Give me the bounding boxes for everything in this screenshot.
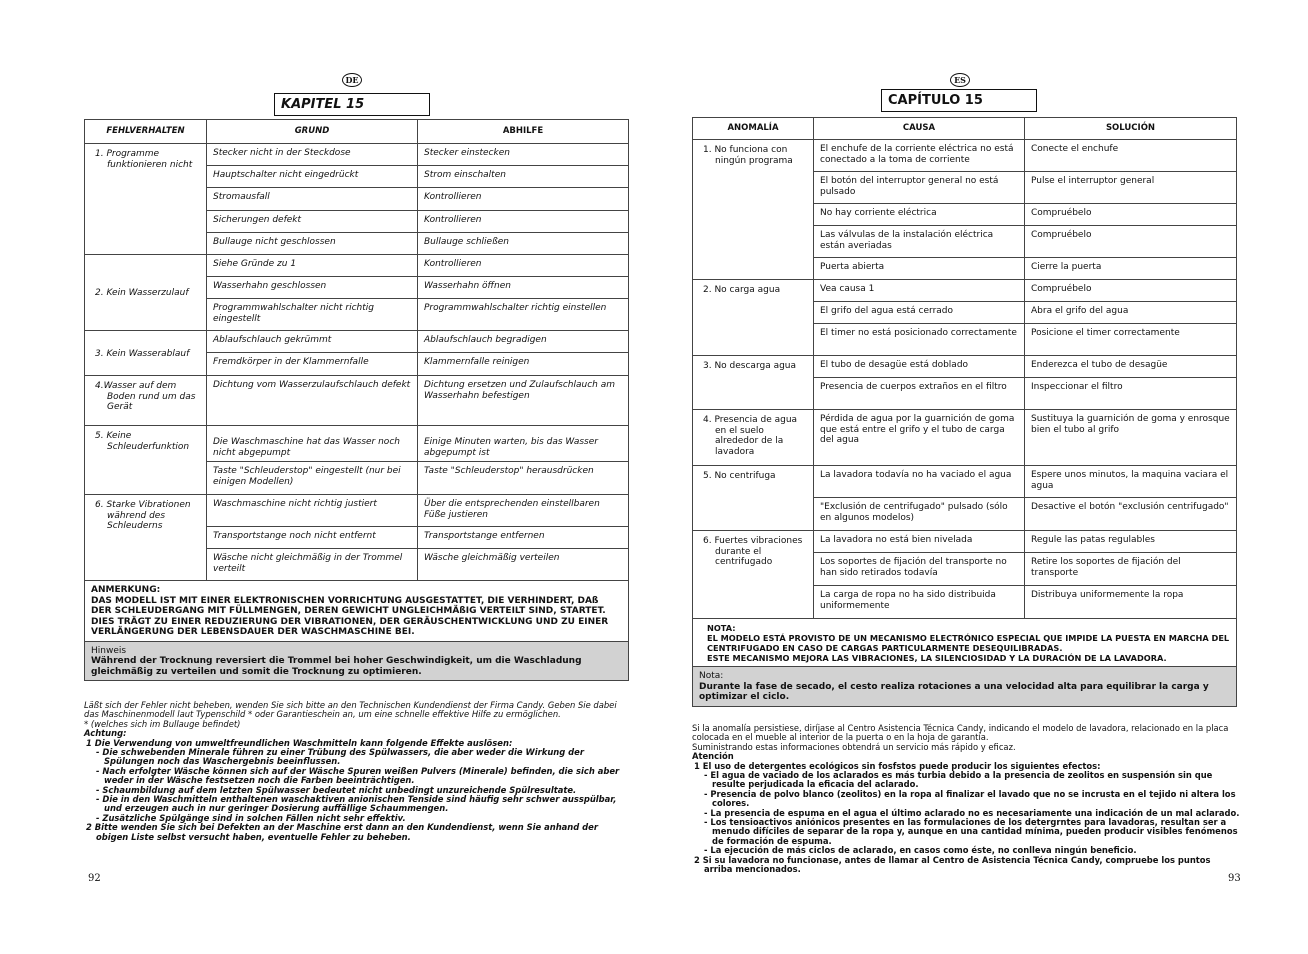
- note-row: [693, 619, 1237, 667]
- fault-cell: 5. No centrifuga: [693, 466, 814, 531]
- cause-cell: Vea causa 1: [814, 280, 1025, 302]
- remedy-cell: Strom einschalten: [418, 166, 629, 188]
- cause-cell: El enchufe de la corriente eléctrica no está conectado a la toma de corriente: [814, 140, 1025, 172]
- header-cause: GRUND: [207, 120, 418, 144]
- fault-cell: 4. Presencia de agua en el suelo alrededor de la lavadora: [693, 410, 814, 466]
- note-title: NOTA:: [707, 623, 736, 633]
- hint-title: Nota:: [699, 671, 724, 681]
- fault-cell: 1. No funciona con ningún programa: [693, 140, 814, 280]
- page-number-de: 92: [88, 873, 101, 884]
- remedy-cell: Bullauge schließen: [418, 233, 629, 255]
- fault-cell: 6. Fuertes vibraciones durante el centrifugado: [693, 531, 814, 619]
- note-text: EL MODELO ESTÁ PROVISTO DE UN MECANISMO ELECTRÓNICO ESPECIAL QUE IMPIDE LA PUESTA EN MARCHA DEL CENTRIFUGADO EN CASO DE CARGAS PARTICULARMENTE DESEQUILIBRADAS.: [707, 633, 1230, 653]
- footer-subitem: - La presencia de espuma en el agua el último aclarado no es necesariamente una indicación de un mal aclarado.: [704, 807, 1240, 818]
- remedy-cell: Desactive el botón "exclusión centrifugado": [1025, 498, 1237, 531]
- remedy-cell: Klammernfalle reinigen: [418, 353, 629, 376]
- remedy-cell: Pulse el interruptor general: [1025, 172, 1237, 204]
- cause-cell: Taste "Schleuderstop" eingestellt (nur bei einigen Modellen): [207, 462, 418, 495]
- cause-cell: Hauptschalter nicht eingedrückt: [207, 166, 418, 188]
- cause-cell: Puerta abierta: [814, 258, 1025, 280]
- footer-subitem: - Die in den Waschmitteln enthaltenen waschaktiven anionischen Tenside sind häufig sehr schwer ausspülbar, und erzeugen auch in nur geringer Dosierung auffällige Schaummengen.: [96, 794, 617, 814]
- cause-cell: Stromausfall: [207, 188, 418, 211]
- header-remedy: SOLUCIÓN: [1025, 118, 1237, 140]
- remedy-cell: Programmwahlschalter richtig einstellen: [418, 299, 629, 331]
- cause-cell: Los soportes de fijación del transporte no han sido retirados todavía: [814, 553, 1025, 586]
- remedy-cell: Retire los soportes de fijación del transporte: [1025, 553, 1237, 586]
- table-row: [693, 280, 1237, 302]
- footer-subitem: - Los tensioactivos aniónicos presentes en las formulaciones de los detergrntes para lavadoras, resultan ser a menudo difíciles de separar de la ropa y, aunque en una cantidad mínima, pueden producir visibles fenómenos de formación de espuma.: [704, 817, 1238, 846]
- table-row: [85, 376, 629, 426]
- remedy-cell: Cierre la puerta: [1025, 258, 1237, 280]
- footer-attention: Atención: [692, 751, 734, 762]
- footer-intro: Si la anomalía persistiese, diríjase al Centro Asistencia Técnica Candy, indicando el modelo de lavadora, relacionado en la placa colocada en el mueble al interior de la puerta o en la hoja de garantía.: [692, 723, 1229, 743]
- page-number-es: 93: [1228, 873, 1241, 884]
- header-fault: FEHLVERHALTEN: [85, 120, 207, 144]
- remedy-cell: Kontrollieren: [418, 255, 629, 277]
- cause-cell: "Exclusión de centrifugado" pulsado (sólo en algunos modelos): [814, 498, 1025, 531]
- remedy-cell: Regule las patas regulables: [1025, 531, 1237, 553]
- cause-cell: El botón del interruptor general no está pulsado: [814, 172, 1025, 204]
- cause-cell: Die Waschmaschine hat das Wasser noch nicht abgepumpt: [207, 426, 418, 462]
- cause-cell: Siehe Gründe zu 1: [207, 255, 418, 277]
- footer-star-note: * (welches sich im Bullauge befindet): [84, 718, 241, 729]
- remedy-cell: Compruébelo: [1025, 204, 1237, 226]
- table-row: [693, 140, 1237, 172]
- table-row: [85, 426, 629, 462]
- cause-cell: El timer no está posicionado correctamente: [814, 324, 1025, 356]
- fault-cell: 1. Programme funktionieren nicht: [85, 144, 207, 255]
- cause-cell: Pérdida de agua por la guarnición de goma que está entre el grifo y el tubo de carga del agua: [814, 410, 1025, 466]
- remedy-cell: Wasserhahn öffnen: [418, 277, 629, 299]
- cause-cell: Wäsche nicht gleichmäßig in der Trommel verteilt: [207, 549, 418, 581]
- hint-row: [85, 641, 629, 681]
- remedy-cell: Taste "Schleuderstop" herausdrücken: [418, 462, 629, 495]
- footer-item-2: 2 Si su lavadora no funcionase, antes de llamar al Centro de Asistencia Técnica Candy, compruebe los puntos arriba mencionados.: [694, 854, 1211, 875]
- cause-cell: Wasserhahn geschlossen: [207, 277, 418, 299]
- hint-text: Durante la fase de secado, el cesto realiza rotaciones a una velocidad alta para equilibrar la carga y optimizar el ciclo.: [699, 681, 1209, 702]
- cause-cell: Sicherungen defekt: [207, 211, 418, 233]
- note-text: DAS MODELL IST MIT EINER ELEKTRONISCHEN VORRICHTUNG AUSGESTATTET, DIE VERHINDERT, DAß DER SCHLEUDERGANG MIT FÜLLMENGEN, DEREN GEWICHT UNGLEICHMÄßIG VERTEILT SIND, STARTET. DIES TRÄGT ZU EINER REDUZIERUNG DER VIBRATIONEN, DER GERÄUSCHENTWICKLUNG UND ZU EINER VERLÄNGERUNG DER LEBENSDAUER DER WASCHMASCHINE BEI.: [91, 595, 609, 637]
- footer-subitem: - Schaumbildung auf dem letzten Spülwasser bedeutet nicht unbedingt unzureichende Spülresultate.: [96, 784, 577, 795]
- table-row: [85, 144, 629, 166]
- cause-cell: El tubo de desagüe está doblado: [814, 356, 1025, 378]
- hint-block-es: [693, 667, 1237, 707]
- fault-cell: 5. Keine Schleuderfunktion: [85, 426, 207, 495]
- footer-notes-es: [692, 724, 1240, 875]
- header-cause: CAUSA: [814, 118, 1025, 140]
- footer-intro-2: Suministrando estas informaciones obtendrá un servicio más rápido y eficaz.: [692, 741, 1016, 752]
- remedy-cell: Einige Minuten warten, bis das Wasser abgepumpt ist: [418, 426, 629, 462]
- note-block-de: [85, 581, 629, 642]
- cause-cell: Fremdkörper in der Klammernfalle: [207, 353, 418, 376]
- remedy-cell: Kontrollieren: [418, 211, 629, 233]
- cause-cell: No hay corriente eléctrica: [814, 204, 1025, 226]
- remedy-cell: Compruébelo: [1025, 226, 1237, 258]
- fault-cell: 6. Starke Vibrationen während des Schleuderns: [85, 495, 207, 581]
- language-badge-es: ES: [950, 73, 970, 87]
- footer-attention: Achtung:: [84, 728, 127, 739]
- remedy-cell: Abra el grifo del agua: [1025, 302, 1237, 324]
- note-row: [85, 581, 629, 642]
- table-row: [693, 466, 1237, 498]
- footer-item-1: 1 El uso de detergentes ecológicos sin fosfstos puede producir los siguientes efectos:: [694, 760, 1101, 771]
- remedy-cell: Posicione el timer correctamente: [1025, 324, 1237, 356]
- hint-text: Während der Trocknung reversiert die Trommel bei hoher Geschwindigkeit, um die Waschladung gleichmäßig zu verteilen und somit die Trocknung zu optimieren.: [91, 656, 582, 677]
- remedy-cell: Distribuya uniformemente la ropa: [1025, 586, 1237, 619]
- fault-cell: 3. No descarga agua: [693, 356, 814, 410]
- note-block-es: [693, 619, 1237, 667]
- remedy-cell: Wäsche gleichmäßig verteilen: [418, 549, 629, 581]
- footer-notes-de: [84, 701, 632, 842]
- remedy-cell: Transportstange entfernen: [418, 527, 629, 549]
- header-fault: ANOMALÍA: [693, 118, 814, 140]
- footer-subitem: - El agua de vaciado de los aclarados es más turbia debido a la presencia de zeolitos en suspensión sin que resulte perjudicada la eficacia del aclarado.: [704, 770, 1213, 790]
- header-remedy: ABHILFE: [418, 120, 629, 144]
- table-row: [85, 495, 629, 527]
- page-spanish: [692, 0, 1241, 954]
- remedy-cell: Enderezca el tubo de desagüe: [1025, 356, 1237, 378]
- remedy-cell: Stecker einstecken: [418, 144, 629, 166]
- remedy-cell: Dichtung ersetzen und Zulaufschlauch am Wasserhahn befestigen: [418, 376, 629, 426]
- chapter-title-es: CAPÍTULO 15: [881, 89, 1037, 112]
- remedy-cell: Conecte el enchufe: [1025, 140, 1237, 172]
- table-row: [693, 356, 1237, 378]
- note-title: ANMERKUNG:: [91, 585, 161, 595]
- cause-cell: Dichtung vom Wasserzulaufschlauch defekt: [207, 376, 418, 426]
- page-german: [84, 0, 628, 954]
- hint-block-de: [85, 641, 629, 681]
- remedy-cell: Sustituya la guarnición de goma y enrosque bien el tubo al grifo: [1025, 410, 1237, 466]
- remedy-cell: Kontrollieren: [418, 188, 629, 211]
- cause-cell: La carga de ropa no ha sido distribuida uniformemente: [814, 586, 1025, 619]
- footer-item-2: 2 Bitte wenden Sie sich bei Defekten an der Maschine erst dann an den Kundendienst, wenn Sie anhand der obigen Liste selbst versucht haben, eventuelle Fehler zu beheben.: [86, 822, 598, 842]
- cause-cell: Bullauge nicht geschlossen: [207, 233, 418, 255]
- table-row: [693, 531, 1237, 553]
- chapter-title-de: KAPITEL 15: [274, 93, 430, 116]
- cause-cell: Ablaufschlauch gekrümmt: [207, 331, 418, 353]
- cause-cell: Programmwahlschalter nicht richtig eingestellt: [207, 299, 418, 331]
- footer-subitem: - La ejecución de más ciclos de aclarado, en casos como éste, no conlleva ningún beneficio.: [704, 845, 1137, 856]
- remedy-cell: Espere unos minutos, la maquina vaciara el agua: [1025, 466, 1237, 498]
- remedy-cell: Über die entsprechenden einstellbaren Füße justieren: [418, 495, 629, 527]
- fault-cell: 2. No carga agua: [693, 280, 814, 356]
- note-text-2: ESTE MECANISMO MEJORA LAS VIBRACIONES, LA SILENCIOSIDAD Y LA DURACIÓN DE LA LAVADORA.: [707, 653, 1167, 663]
- troubleshooting-table-de: [84, 119, 629, 681]
- remedy-cell: Ablaufschlauch begradigen: [418, 331, 629, 353]
- fault-cell: 3. Kein Wasserablauf: [85, 331, 207, 376]
- footer-item-1: 1 Die Verwendung von umweltfreundlichen Waschmitteln kann folgende Effekte auslösen:: [86, 737, 513, 748]
- cause-cell: Stecker nicht in der Steckdose: [207, 144, 418, 166]
- table-header-row: [693, 118, 1237, 140]
- table-row: [85, 255, 629, 277]
- hint-title: Hinweis: [91, 645, 127, 656]
- footer-subitem: - Presencia de polvo blanco (zeolitos) en la ropa al finalizar el lavado que no se incrusta en el tejido ni altera los colores.: [704, 788, 1236, 809]
- table-row: [85, 331, 629, 353]
- cause-cell: Transportstange noch nicht entfernt: [207, 527, 418, 549]
- table-header-row: [85, 120, 629, 144]
- fault-cell: 2. Kein Wasserzulauf: [85, 255, 207, 331]
- cause-cell: Waschmaschine nicht richtig justiert: [207, 495, 418, 527]
- remedy-cell: Compruébelo: [1025, 280, 1237, 302]
- footer-intro: Läßt sich der Fehler nicht beheben, wenden Sie sich bitte an den Technischen Kundendienst der Firma Candy. Geben Sie dabei das Maschinenmodell laut Typenschild * oder Garantieschein an, um eine schnelle effektive Hilfe zu ermöglichen.: [84, 700, 617, 720]
- hint-row: [693, 667, 1237, 707]
- cause-cell: Presencia de cuerpos extraños en el filtro: [814, 378, 1025, 410]
- cause-cell: El grifo del agua está cerrado: [814, 302, 1025, 324]
- table-row: [693, 410, 1237, 466]
- footer-subitem: - Zusätzliche Spülgänge sind in solchen Fällen nicht sehr effektiv.: [96, 812, 406, 823]
- language-badge-de: DE: [342, 73, 362, 87]
- footer-subitem: - Nach erfolgter Wäsche können sich auf der Wäsche Spuren weißen Pulvers (Minerale) befinden, die sich aber weder in der Wäsche festsetzen noch die Farben beeinträchtigen.: [96, 765, 620, 786]
- cause-cell: La lavadora no está bien nivelada: [814, 531, 1025, 553]
- cause-cell: Las válvulas de la instalación eléctrica están averiadas: [814, 226, 1025, 258]
- fault-cell: 4.Wasser auf dem Boden rund um das Gerät: [85, 376, 207, 426]
- troubleshooting-table-es: [692, 117, 1237, 707]
- footer-subitem: - Die schwebenden Minerale führen zu einer Trübung des Spülwassers, die aber weder die Wirkung der Spülungen noch das Waschergebnis beeinflussen.: [96, 747, 584, 767]
- remedy-cell: Inspeccionar el filtro: [1025, 378, 1237, 410]
- cause-cell: La lavadora todavía no ha vaciado el agua: [814, 466, 1025, 498]
